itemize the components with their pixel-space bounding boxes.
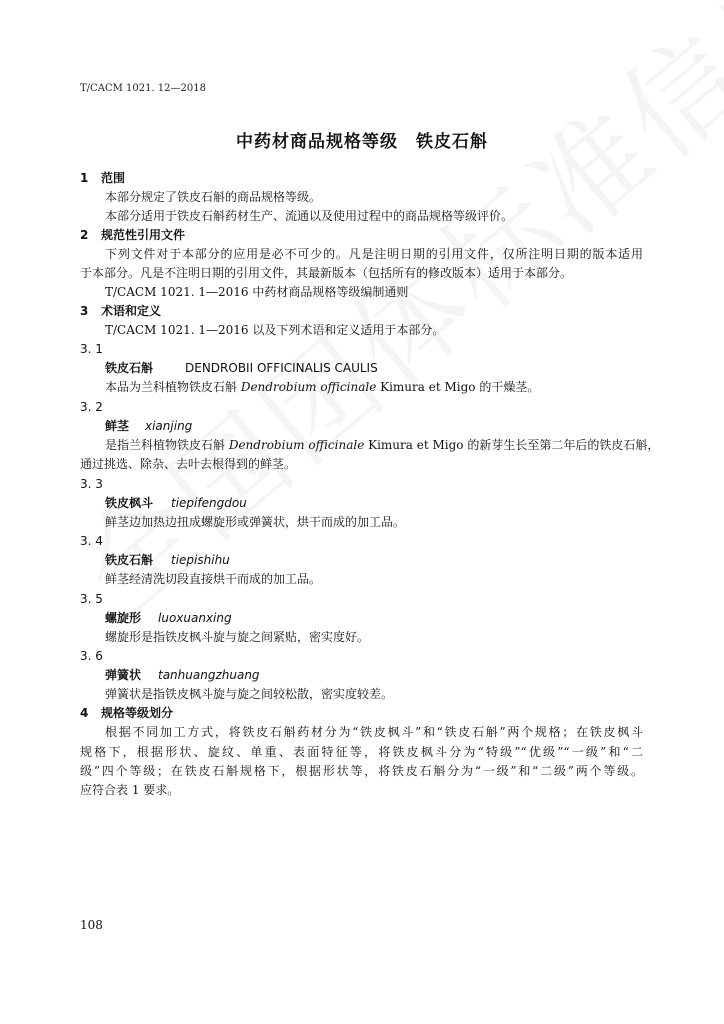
term-3-2-definition-line-2: 通过挑选、除杂、去叶去根得到的鲜茎。 bbox=[80, 457, 297, 471]
term-3-2-english: xianjing bbox=[145, 419, 193, 433]
watermark-text bbox=[40, 0, 724, 643]
term-3-1-name: 铁皮石斛 bbox=[105, 361, 154, 375]
latin-name: Dendrobium officinale bbox=[228, 438, 365, 452]
standard-code: T/CACM 1021. 12—2018 bbox=[80, 83, 206, 94]
section-2-paragraph-line-1: 下列文件对于本部分的应用是必不可少的。凡是注明日期的引用文件，仅所注明日期的版本适用 bbox=[105, 247, 643, 261]
term-3-2-number: 3. 2 bbox=[80, 400, 103, 414]
term-3-5-english: luoxuanxing bbox=[158, 611, 232, 625]
term-3-2-definition-line-1: 是指兰科植物铁皮石斛 Dendrobium officinale Kimura et Migo 的新芽生长至第二年后的铁皮石斛， bbox=[105, 438, 660, 452]
term-3-4-number: 3. 4 bbox=[80, 534, 103, 548]
term-3-5-number: 3. 5 bbox=[80, 592, 103, 606]
section-1-paragraph-1: 本部分规定了铁皮石斛的商品规格等级。 bbox=[105, 190, 322, 204]
term-3-4-english: tiepishihu bbox=[171, 553, 230, 567]
section-3-heading: 术语和定义 bbox=[101, 304, 162, 318]
section-3-number: 3 bbox=[80, 304, 89, 318]
section-4-paragraph-line-4: 应符合表 1 要求。 bbox=[80, 783, 180, 797]
term-3-3-english: tiepifengdou bbox=[171, 496, 247, 510]
section-1-heading: 范围 bbox=[101, 171, 126, 185]
term-3-1-english: DENDROBII OFFICINALIS CAULIS bbox=[185, 361, 378, 375]
section-4-paragraph-line-1: 根据不同加工方式，将铁皮石斛药材分为“铁皮枫斗”和“铁皮石斛”两个规格；在铁皮枫斗 bbox=[105, 725, 643, 739]
latin-name: Dendrobium officinale bbox=[240, 380, 377, 394]
term-3-1-definition: 本品为兰科植物铁皮石斛 Dendrobium officinale Kimura et Migo 的干燥茎。 bbox=[105, 380, 540, 394]
section-1-number: 1 bbox=[80, 171, 89, 185]
section-1-paragraph-2: 本部分适用于铁皮石斛药材生产、流通以及使用过程中的商品规格等级评价。 bbox=[105, 209, 514, 223]
section-4-number: 4 bbox=[80, 706, 89, 720]
term-3-2-name: 鲜茎 bbox=[105, 419, 130, 433]
section-2-heading: 规范性引用文件 bbox=[101, 228, 186, 242]
term-3-5-name: 螺旋形 bbox=[105, 611, 142, 625]
term-3-6-english: tanhuangzhuang bbox=[158, 668, 260, 682]
term-3-4-name: 铁皮石斛 bbox=[105, 553, 154, 567]
section-2-paragraph-line-2: 于本部分。凡是不注明日期的引用文件，其最新版本（包括所有的修改版本）适用于本部分。 bbox=[80, 266, 573, 280]
section-2-number: 2 bbox=[80, 228, 89, 242]
term-3-1-number: 3. 1 bbox=[80, 342, 103, 356]
term-3-5-definition: 螺旋形是指铁皮枫斗旋与旋之间紧贴，密实度好。 bbox=[105, 630, 370, 644]
section-4-paragraph-line-2: 规格下，根据形状、旋纹、单重、表面特征等，将铁皮枫斗分为“特级”“优级”“一级”和“二 bbox=[80, 745, 643, 759]
term-3-4-definition: 鲜茎经清洗切段直接烘干而成的加工品。 bbox=[105, 572, 322, 586]
term-3-3-definition: 鲜茎边加热边扭成螺旋形或弹簧状，烘干而成的加工品。 bbox=[105, 515, 406, 529]
term-3-6-name: 弹簧状 bbox=[105, 668, 142, 682]
page-number: 108 bbox=[80, 918, 103, 932]
page-title: 中药材商品规格等级 铁皮石斛 bbox=[236, 132, 488, 152]
term-3-6-definition: 弹簧状是指铁皮枫斗旋与旋之间较松散，密实度较差。 bbox=[105, 687, 394, 701]
section-4-heading: 规格等级划分 bbox=[101, 706, 174, 720]
term-3-6-number: 3. 6 bbox=[80, 649, 103, 663]
section-4-paragraph-line-3: 级”四个等级；在铁皮石斛规格下，根据形状等，将铁皮石斛分为“一级”和“二级”两个等级。 bbox=[80, 764, 643, 778]
term-3-3-number: 3. 3 bbox=[80, 477, 103, 491]
section-2-reference: T/CACM 1021. 1—2016 中药材商品规格等级编制通则 bbox=[105, 285, 409, 299]
section-3-paragraph: T/CACM 1021. 1—2016 以及下列术语和定义适用于本部分。 bbox=[105, 323, 445, 337]
term-3-3-name: 铁皮枫斗 bbox=[105, 496, 154, 510]
